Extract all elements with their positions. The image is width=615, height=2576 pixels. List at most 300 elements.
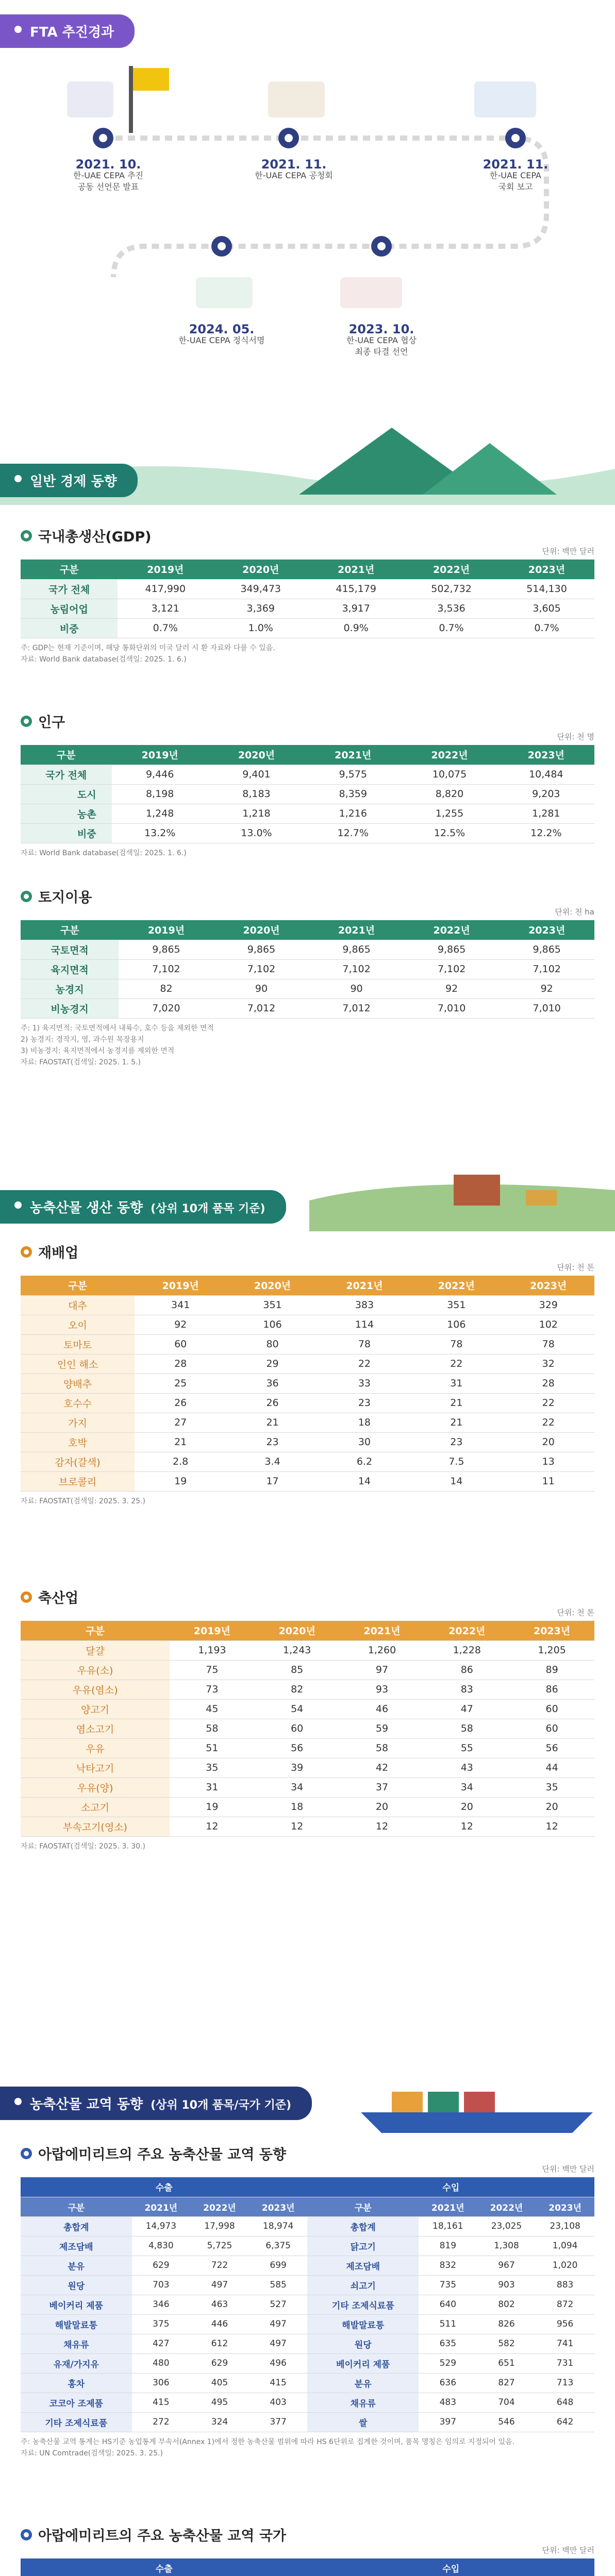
table-cell: 377 <box>249 2412 308 2432</box>
table-row <box>21 1334 594 1354</box>
table-cell: 497 <box>249 2314 308 2334</box>
gdp-unit: 단위: 백만 달러 <box>542 547 594 556</box>
row-label: 감자(갈색) <box>21 1452 135 1471</box>
table-row <box>21 1660 594 1680</box>
table-cell: 415 <box>132 2393 191 2412</box>
fta-timeline-graphic <box>0 61 615 421</box>
population-title: 인구 <box>38 715 65 731</box>
row-label: 호박 <box>21 1432 135 1452</box>
bullet-icon <box>21 2529 32 2540</box>
row-label: 코코아 조제품 <box>21 2393 132 2412</box>
timeline-event-5: 2023. 10. 한-UAE CEPA 협상 최종 타결 선언 <box>346 322 417 357</box>
table-cell: 12 <box>340 1817 425 1836</box>
table-cell: 18,974 <box>249 2216 308 2236</box>
table-cell: 26 <box>135 1393 226 1413</box>
table-row <box>21 1432 594 1452</box>
crops-notes: 자료: FAOSTAT(검색일: 2025. 3. 25.) <box>21 1497 145 1505</box>
table-cell: 39 <box>255 1758 340 1777</box>
livestock-notes: 자료: FAOSTAT(검색일: 2025. 3. 30.) <box>21 1842 145 1851</box>
table-cell: 1,243 <box>255 1640 340 1660</box>
table-cell: 80 <box>226 1334 318 1354</box>
table-cell: 635 <box>419 2334 477 2353</box>
table-cell: 483 <box>419 2393 477 2412</box>
table-cell: 20 <box>509 1797 594 1817</box>
table-cell: 60 <box>509 1699 594 1719</box>
table-cell: 51 <box>170 1738 255 1758</box>
table-cell: 60 <box>135 1334 226 1354</box>
table-cell: 585 <box>249 2275 308 2295</box>
table-cell: 415 <box>249 2373 308 2393</box>
row-label: 우유(양) <box>21 1777 170 1797</box>
table-cell: 651 <box>477 2353 536 2373</box>
row-label: 쌀 <box>307 2412 419 2432</box>
table-cell: 18 <box>255 1797 340 1817</box>
trade-countries-unit: 단위: 백만 달러 <box>542 2546 594 2555</box>
table-cell: 6,375 <box>249 2236 308 2256</box>
table-cell: 19 <box>135 1471 226 1491</box>
table-cell: 31 <box>170 1777 255 1797</box>
row-label: 우유(염소) <box>21 1680 170 1699</box>
table-cell: 699 <box>249 2256 308 2275</box>
timeline-event-3: 2021. 11. 한-UAE CEPA 국회 보고 <box>483 157 548 192</box>
table-cell: 722 <box>190 2256 249 2275</box>
population-table <box>21 745 594 843</box>
row-label: 부속고기(영소) <box>21 1817 170 1836</box>
table-row <box>21 1315 594 1334</box>
table-cell: 12 <box>255 1817 340 1836</box>
table-cell: 6.2 <box>319 1452 410 1471</box>
table-row <box>21 1374 594 1393</box>
table-cell: 612 <box>190 2334 249 2353</box>
table-cell: 427 <box>132 2334 191 2353</box>
row-label: 제조담배 <box>307 2256 419 2275</box>
table-cell: 106 <box>410 1315 502 1334</box>
livestock-unit: 단위: 천 톤 <box>557 1608 594 1617</box>
trade-items-table <box>21 2177 594 2432</box>
table-cell: 826 <box>477 2314 536 2334</box>
table-row: 비중 0.7% 1.0% 0.9% 0.7% 0.7% <box>21 618 594 638</box>
table-cell: 58 <box>340 1738 425 1758</box>
table-cell: 1,193 <box>170 1640 255 1660</box>
trade-countries-table <box>21 2558 594 2576</box>
table-cell: 640 <box>419 2295 477 2314</box>
table-cell: 28 <box>503 1374 594 1393</box>
table-row: 국토면적 9,865 9,865 9,865 9,865 9,865 <box>21 940 594 959</box>
bullet-icon <box>21 530 32 541</box>
table-cell: 872 <box>536 2295 594 2314</box>
table-cell: 45 <box>170 1699 255 1719</box>
livestock-block <box>21 1587 594 1852</box>
table-row: 도시 8,198 8,183 8,359 8,820 9,203 <box>21 784 594 804</box>
table-cell: 73 <box>170 1680 255 1699</box>
table-header-row: 구분 2019년 2020년 2021년 2022년 2023년 <box>21 920 594 940</box>
table-row: 육지면적 7,102 7,102 7,102 7,102 7,102 <box>21 959 594 979</box>
table-cell: 735 <box>419 2275 477 2295</box>
table-row <box>21 2216 594 2236</box>
table-cell: 35 <box>509 1777 594 1797</box>
title-dot-icon <box>14 1201 22 1209</box>
table-row <box>21 1817 594 1836</box>
table-cell: 29 <box>226 1354 318 1374</box>
table-cell: 495 <box>190 2393 249 2412</box>
table-cell: 21 <box>226 1413 318 1432</box>
row-label: 총합계 <box>21 2216 132 2236</box>
table-row <box>21 2295 594 2314</box>
table-cell: 58 <box>170 1719 255 1738</box>
row-label: 해발말료통 <box>307 2314 419 2334</box>
row-label: 채유류 <box>307 2393 419 2412</box>
table-cell: 582 <box>477 2334 536 2353</box>
row-label: 해발말료통 <box>21 2314 132 2334</box>
table-cell: 12 <box>424 1817 509 1836</box>
table-header-row: 구분 2019년 2020년 2021년 2022년 2023년 <box>21 1621 594 1640</box>
table-cell: 23 <box>410 1432 502 1452</box>
row-label: 원당 <box>307 2334 419 2353</box>
table-cell: 13 <box>503 1452 594 1471</box>
table-row: 농촌 1,248 1,218 1,216 1,255 1,281 <box>21 804 594 823</box>
table-cell: 1,228 <box>424 1640 509 1660</box>
table-cell: 59 <box>340 1719 425 1738</box>
table-cell: 4,830 <box>132 2236 191 2256</box>
table-cell: 351 <box>226 1295 318 1315</box>
table-cell: 102 <box>503 1315 594 1334</box>
economy-section <box>0 422 615 1097</box>
table-cell: 114 <box>319 1315 410 1334</box>
row-label: 인인 해소 <box>21 1354 135 1374</box>
table-cell: 546 <box>477 2412 536 2432</box>
table-cell: 351 <box>410 1295 502 1315</box>
table-header-row: 구분 2021년 2022년 2023년 구분 2021년 2022년 2023년 <box>21 2197 594 2216</box>
row-label: 분유 <box>21 2256 132 2275</box>
table-cell: 704 <box>477 2393 536 2412</box>
table-cell: 83 <box>424 1680 509 1699</box>
table-cell: 642 <box>536 2412 594 2432</box>
table-cell: 56 <box>509 1738 594 1758</box>
table-row <box>21 2256 594 2275</box>
bullet-icon <box>21 716 32 727</box>
table-cell: 496 <box>249 2353 308 2373</box>
table-cell: 78 <box>503 1334 594 1354</box>
land-use-unit: 단위: 천 ha <box>555 907 594 917</box>
table-cell: 60 <box>255 1719 340 1738</box>
row-label: 호수수 <box>21 1393 135 1413</box>
table-cell: 21 <box>135 1432 226 1452</box>
table-cell: 827 <box>477 2373 536 2393</box>
row-label: 닭고기 <box>307 2236 419 2256</box>
population-block <box>21 711 594 859</box>
row-label: 쇠고기 <box>307 2275 419 2295</box>
row-label: 베이커리 제품 <box>307 2353 419 2373</box>
table-row <box>21 1758 594 1777</box>
table-cell: 497 <box>190 2275 249 2295</box>
table-cell: 97 <box>340 1660 425 1680</box>
bullet-icon <box>21 1246 32 1258</box>
table-row <box>21 1413 594 1432</box>
table-cell: 42 <box>340 1758 425 1777</box>
table-cell: 58 <box>424 1719 509 1738</box>
table-cell: 82 <box>255 1680 340 1699</box>
table-cell: 37 <box>340 1777 425 1797</box>
table-cell: 30 <box>319 1432 410 1452</box>
table-cell: 383 <box>319 1295 410 1315</box>
table-row: 농경지 82 90 90 92 92 <box>21 979 594 998</box>
row-label: 가지 <box>21 1413 135 1432</box>
table-cell: 636 <box>419 2373 477 2393</box>
table-row <box>21 2314 594 2334</box>
trade-items-unit: 단위: 백만 달러 <box>542 2164 594 2174</box>
gdp-table <box>21 560 594 638</box>
table-row <box>21 1295 594 1315</box>
table-cell: 7.5 <box>410 1452 502 1471</box>
table-cell: 741 <box>536 2334 594 2353</box>
row-label: 소고기 <box>21 1797 170 1817</box>
table-cell: 802 <box>477 2295 536 2314</box>
trade-countries-title: 아랍에미리트의 주요 농축산물 교역 국가 <box>38 2528 286 2544</box>
table-row <box>21 1393 594 1413</box>
table-cell: 329 <box>503 1295 594 1315</box>
table-cell: 511 <box>419 2314 477 2334</box>
gdp-title: 국내총생산(GDP) <box>38 529 152 545</box>
table-cell: 27 <box>135 1413 226 1432</box>
table-cell: 47 <box>424 1699 509 1719</box>
table-cell: 346 <box>132 2295 191 2314</box>
table-header-row: 수출 수입 <box>21 2177 594 2197</box>
table-row: 국가 전체 9,446 9,401 9,575 10,075 10,484 <box>21 765 594 784</box>
table-row <box>21 1354 594 1374</box>
trade-items-title: 아랍에미리트의 주요 농축산물 교역 동향 <box>38 2147 286 2163</box>
bullet-icon <box>21 891 32 902</box>
table-cell: 31 <box>410 1374 502 1393</box>
table-header-row: 수출 수입 <box>21 2558 594 2576</box>
table-cell: 36 <box>226 1374 318 1393</box>
table-row <box>21 1699 594 1719</box>
table-cell: 967 <box>477 2256 536 2275</box>
trade-items-notes: 주: 농축산물 교역 통계는 HS기준 농업통계 부속서(Annex 1)에서 정한 농축산물 범위에 따라 HS 6단위로 집계한 것이며, 품목 명칭은 임의로 지정되어 있음. 자료: UN Comtrade(검색일: 2025. 3. 25.) <box>21 2437 514 2458</box>
table-row <box>21 2373 594 2393</box>
table-cell: 78 <box>319 1334 410 1354</box>
fta-section <box>0 14 615 416</box>
table-cell: 306 <box>132 2373 191 2393</box>
table-cell: 20 <box>503 1432 594 1452</box>
table-cell: 713 <box>536 2373 594 2393</box>
table-row <box>21 2334 594 2353</box>
title-dot-icon <box>14 2098 22 2105</box>
table-header-row: 구분 2019년 2020년 2021년 2022년 2023년 <box>21 560 594 579</box>
table-cell: 34 <box>255 1777 340 1797</box>
table-row: 농림어업 3,121 3,369 3,917 3,536 3,605 <box>21 599 594 618</box>
table-row <box>21 1680 594 1699</box>
table-cell: 20 <box>340 1797 425 1817</box>
livestock-title: 축산업 <box>38 1590 79 1606</box>
table-cell: 1,308 <box>477 2236 536 2256</box>
table-row <box>21 2353 594 2373</box>
table-row <box>21 1738 594 1758</box>
table-cell: 33 <box>319 1374 410 1393</box>
table-cell: 883 <box>536 2275 594 2295</box>
land-use-table <box>21 920 594 1019</box>
row-label: 달걀 <box>21 1640 170 1660</box>
row-label: 제조담배 <box>21 2236 132 2256</box>
table-row: 비중 13.2% 13.0% 12.7% 12.5% 12.2% <box>21 823 594 843</box>
table-row: 국가 전체 417,990 349,473 415,179 502,732 514,130 <box>21 579 594 599</box>
table-cell: 3.4 <box>226 1452 318 1471</box>
timeline-event-1: 2021. 10. 한-UAE CEPA 추진 공동 선언문 발표 <box>73 157 143 192</box>
bullet-icon <box>21 2148 32 2159</box>
row-label: 홍차 <box>21 2373 132 2393</box>
table-cell: 1,205 <box>509 1640 594 1660</box>
table-cell: 21 <box>410 1413 502 1432</box>
table-cell: 403 <box>249 2393 308 2412</box>
table-cell: 703 <box>132 2275 191 2295</box>
population-unit: 단위: 천 명 <box>557 732 594 741</box>
table-row <box>21 2236 594 2256</box>
bullet-icon <box>21 1591 32 1603</box>
row-label: 베이커리 제품 <box>21 2295 132 2314</box>
table-cell: 75 <box>170 1660 255 1680</box>
row-label: 양배추 <box>21 1374 135 1393</box>
table-cell: 14 <box>410 1471 502 1491</box>
table-cell: 54 <box>255 1699 340 1719</box>
title-dot-icon <box>14 26 22 33</box>
table-cell: 629 <box>132 2256 191 2275</box>
table-cell: 14 <box>319 1471 410 1491</box>
trade-items-block <box>21 2143 594 2459</box>
row-label: 총합계 <box>307 2216 419 2236</box>
table-header-row: 구분 2019년 2020년 2021년 2022년 2023년 <box>21 745 594 765</box>
table-cell: 527 <box>249 2295 308 2314</box>
table-cell: 17 <box>226 1471 318 1491</box>
row-label: 염소고기 <box>21 1719 170 1738</box>
table-row <box>21 2412 594 2432</box>
trade-countries-block <box>21 2524 594 2576</box>
table-cell: 56 <box>255 1738 340 1758</box>
table-cell: 23 <box>319 1393 410 1413</box>
table-cell: 55 <box>424 1738 509 1758</box>
table-cell: 463 <box>190 2295 249 2314</box>
trade-section-title: 농축산물 교역 동향 (상위 10개 품목/국가 기준) <box>0 2087 312 2120</box>
table-cell: 12 <box>170 1817 255 1836</box>
table-cell: 480 <box>132 2353 191 2373</box>
table-cell: 92 <box>135 1315 226 1334</box>
crops-unit: 단위: 천 톤 <box>557 1263 594 1272</box>
gdp-block <box>21 526 594 665</box>
table-cell: 23,025 <box>477 2216 536 2236</box>
table-cell: 19 <box>170 1797 255 1817</box>
table-cell: 648 <box>536 2393 594 2412</box>
land-use-notes: 주: 1) 육지면적: 국토면적에서 내륙수, 호수 등을 제외한 면적 2) 농경지: 경작지, 영, 과수원 목장용지 3) 비농경지: 육지면적에서 농경지를 제외한 면적 자료: FAOSTAT(검색일: 2025. 1. 5.) <box>21 1024 214 1066</box>
table-cell: 272 <box>132 2412 191 2432</box>
table-cell: 18,161 <box>419 2216 477 2236</box>
title-dot-icon <box>14 475 22 482</box>
table-cell: 20 <box>424 1797 509 1817</box>
table-row <box>21 1640 594 1660</box>
row-label: 토마토 <box>21 1334 135 1354</box>
table-cell: 832 <box>419 2256 477 2275</box>
table-cell: 11 <box>503 1471 594 1491</box>
table-cell: 397 <box>419 2412 477 2432</box>
table-row <box>21 1471 594 1491</box>
row-label: 낙타고기 <box>21 1758 170 1777</box>
production-section-title: 농축산물 생산 동향 (상위 10개 품목 기준) <box>0 1190 286 1224</box>
table-cell: 1,260 <box>340 1640 425 1660</box>
table-cell: 375 <box>132 2314 191 2334</box>
table-row <box>21 1777 594 1797</box>
livestock-table <box>21 1621 594 1837</box>
table-cell: 324 <box>190 2412 249 2432</box>
row-label: 기타 조제식료품 <box>21 2412 132 2432</box>
table-cell: 5,725 <box>190 2236 249 2256</box>
table-cell: 956 <box>536 2314 594 2334</box>
table-cell: 497 <box>249 2334 308 2353</box>
table-cell: 34 <box>424 1777 509 1797</box>
table-cell: 60 <box>509 1719 594 1738</box>
fta-section-title: FTA 추진경과 <box>0 14 135 48</box>
table-row <box>21 1452 594 1471</box>
table-cell: 89 <box>509 1660 594 1680</box>
table-row <box>21 2393 594 2412</box>
timeline-event-2: 2021. 11. 한-UAE CEPA 공청회 <box>255 157 333 180</box>
gdp-notes: 주: GDP는 현재 기준이며, 해당 통화단위의 미국 달러 시 환 자료와 다를 수 있음. 자료: World Bank database(검색일: 2025. 1. 6.) <box>21 643 275 664</box>
row-label: 브로콜리 <box>21 1471 135 1491</box>
table-cell: 1,094 <box>536 2236 594 2256</box>
table-cell: 86 <box>509 1680 594 1699</box>
row-label: 우유 <box>21 1738 170 1758</box>
row-label: 대추 <box>21 1295 135 1315</box>
row-label: 기타 조제식료품 <box>307 2295 419 2314</box>
table-cell: 1,020 <box>536 2256 594 2275</box>
population-notes: 자료: World Bank database(검색일: 2025. 1. 6.) <box>21 849 187 857</box>
table-cell: 14,973 <box>132 2216 191 2236</box>
table-cell: 35 <box>170 1758 255 1777</box>
table-cell: 2.8 <box>135 1452 226 1471</box>
table-cell: 22 <box>503 1393 594 1413</box>
row-label: 원당 <box>21 2275 132 2295</box>
table-cell: 26 <box>226 1393 318 1413</box>
table-cell: 341 <box>135 1295 226 1315</box>
table-cell: 85 <box>255 1660 340 1680</box>
table-cell: 25 <box>135 1374 226 1393</box>
row-label: 양고기 <box>21 1699 170 1719</box>
table-row <box>21 2275 594 2295</box>
table-cell: 446 <box>190 2314 249 2334</box>
table-cell: 731 <box>536 2353 594 2373</box>
table-cell: 23,108 <box>536 2216 594 2236</box>
economy-section-title: 일반 경제 동향 <box>0 464 138 497</box>
row-label: 오이 <box>21 1315 135 1334</box>
table-cell: 32 <box>503 1354 594 1374</box>
crops-table <box>21 1276 594 1492</box>
table-cell: 23 <box>226 1432 318 1452</box>
table-cell: 819 <box>419 2236 477 2256</box>
table-cell: 629 <box>190 2353 249 2373</box>
table-cell: 86 <box>424 1660 509 1680</box>
table-row: 비농경지 7,020 7,012 7,012 7,010 7,010 <box>21 998 594 1018</box>
production-section <box>0 1154 615 2045</box>
table-cell: 106 <box>226 1315 318 1334</box>
table-cell: 28 <box>135 1354 226 1374</box>
row-label: 유재/가지유 <box>21 2353 132 2373</box>
table-cell: 22 <box>410 1354 502 1374</box>
table-cell: 22 <box>503 1413 594 1432</box>
table-cell: 78 <box>410 1334 502 1354</box>
table-cell: 405 <box>190 2373 249 2393</box>
table-cell: 529 <box>419 2353 477 2373</box>
table-cell: 17,998 <box>190 2216 249 2236</box>
table-cell: 22 <box>319 1354 410 1374</box>
trade-section <box>0 2056 615 2576</box>
table-cell: 18 <box>319 1413 410 1432</box>
land-use-title: 토지이용 <box>38 890 92 906</box>
